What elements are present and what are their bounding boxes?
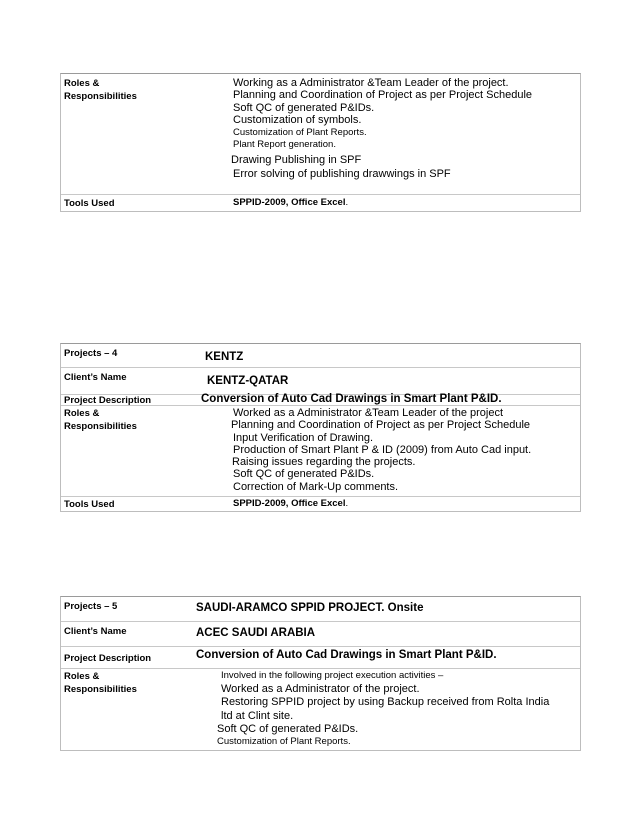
table-project-3-continued <box>60 73 581 212</box>
roles-row <box>61 669 580 750</box>
project-label: Projects – 5 <box>64 601 118 612</box>
tools-label: Tools Used <box>64 198 115 209</box>
client-row <box>61 368 580 395</box>
list-item: Worked as a Administrator &Team Leader of the project <box>233 407 504 419</box>
description-label: Project Description <box>64 653 152 664</box>
client-label: Client’s Name <box>64 372 127 383</box>
description-row <box>61 395 580 406</box>
roles-label: Roles & Responsibilities <box>64 671 137 695</box>
tools-label: Tools Used <box>64 499 115 510</box>
project-value: SAUDI-ARAMCO SPPID PROJECT. Onsite <box>196 602 424 614</box>
list-item: Error solving of publishing drawwings in SPF <box>233 168 451 181</box>
list-item: Planning and Coordination of Project as per Project Schedule <box>233 89 533 102</box>
project-value: KENTZ <box>205 351 244 363</box>
list-item: Customization of Plant Reports. <box>217 736 351 748</box>
project-row <box>61 344 580 368</box>
roles-label: Roles & Responsibilities <box>64 78 137 102</box>
tools-row <box>61 497 580 511</box>
list-item: ltd at Clint site. <box>221 709 294 722</box>
roles-row <box>61 74 580 195</box>
tools-value: SPPID-2009, Office Excel. <box>233 197 349 208</box>
list-item: Drawing Publishing in SPF <box>231 153 362 166</box>
description-row <box>61 647 580 669</box>
list-item: Raising issues regarding the projects. <box>232 456 416 469</box>
list-item: Soft QC of generated P&IDs. <box>233 101 375 114</box>
roles-list <box>217 670 576 748</box>
client-value: KENTZ-QATAR <box>207 375 289 387</box>
client-value: ACEC SAUDI ARABIA <box>196 627 316 639</box>
description-label: Project Description <box>64 395 152 406</box>
list-item: Worked as a Administrator of the project. <box>221 683 420 695</box>
list-item: Customization of Plant Reports. <box>233 127 367 139</box>
table-project-4 <box>60 343 581 512</box>
client-label: Client’s Name <box>64 626 127 637</box>
list-item: Restoring SPPID project by using Backup received from Rolta India <box>221 696 550 709</box>
list-item: Production of Smart Plant P & ID (2009) from Auto Cad input. <box>233 443 532 456</box>
tools-value: SPPID-2009, Office Excel. <box>233 498 349 509</box>
table-project-5 <box>60 596 581 751</box>
description-value: Conversion of Auto Cad Drawings in Smart Plant P&ID. <box>196 649 497 661</box>
tools-row <box>61 195 580 211</box>
list-item: Planning and Coordination of Project as per Project Schedule <box>231 419 531 432</box>
list-item: Soft QC of generated P&IDs. <box>217 722 359 735</box>
client-row <box>61 622 580 647</box>
list-item: Plant Report generation. <box>233 139 336 151</box>
roles-list <box>233 407 576 493</box>
roles-list <box>233 77 576 180</box>
roles-label: Roles & Responsibilities <box>64 408 137 432</box>
list-item: Customization of symbols. <box>233 113 362 126</box>
project-label: Projects – 4 <box>64 348 118 359</box>
list-item: Involved in the following project execution activities – <box>221 670 444 681</box>
list-item: Working as a Administrator &Team Leader of the project. <box>233 77 509 89</box>
roles-row <box>61 406 580 497</box>
list-item: Soft QC of generated P&IDs. <box>233 468 375 481</box>
project-row <box>61 597 580 622</box>
list-item: Input Verification of Drawing. <box>233 431 374 444</box>
list-item: Correction of Mark-Up comments. <box>233 480 399 493</box>
description-value: Conversion of Auto Cad Drawings in Smart Plant P&ID. <box>201 393 502 405</box>
